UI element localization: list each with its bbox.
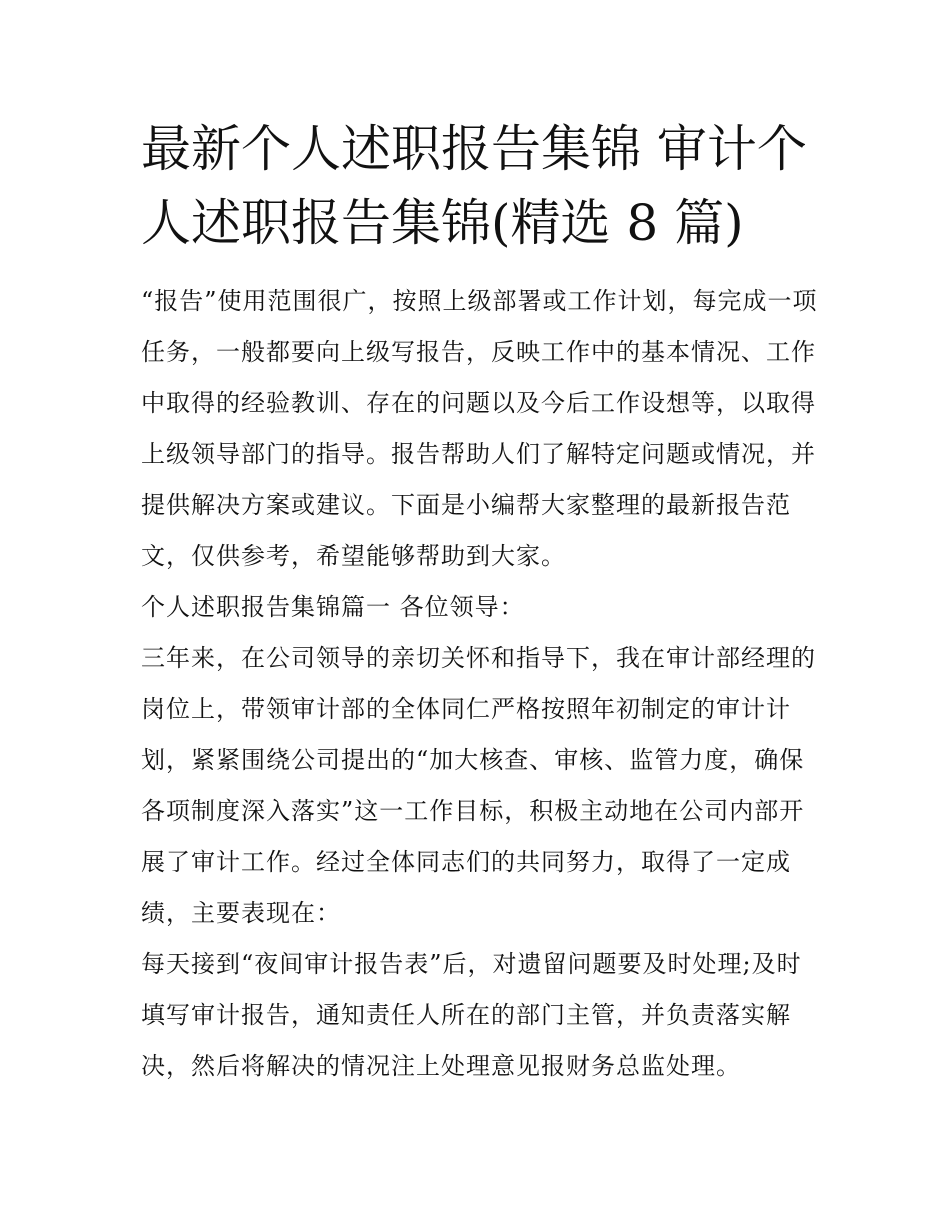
intro-paragraph: “报告”使用范围很广，按照上级部署或工作计划，每完成一项任务，一般都要向上级写报告，反映工作中的基本情况、工作中取得的经验教训、存在的问题以及今后工作设想等，以取得上级领导部门的指导。报告帮助人们了解特定问题或情况，并提供解决方案或建议。下面是小编帮大家整理的最新报告范文，仅供参考，希望能够帮助到大家。 <box>141 287 818 570</box>
section-heading-paragraph: 个人述职报告集锦篇一 各位领导： <box>141 593 525 621</box>
body-paragraph: 每天接到“夜间审计报告表”后，对遗留问题要及时处理;及时填写审计报告，通知责任人所在的部门主管，并负责落实解决，然后将解决的情况注上处理意见报财务总监处理。 <box>141 950 802 1080</box>
document-page <box>141 112 821 1092</box>
document-title: 最新个人述职报告集锦 审计个人述职报告集锦(精选 8 篇) <box>141 120 807 252</box>
body-paragraph: 三年来，在公司领导的亲切关怀和指导下，我在审计部经理的岗位上，带领审计部的全体同仁严格按照年初制定的审计计划，紧紧围绕公司提出的“加大核查、审核、监管力度，确保各项制度深入落实”这一工作目标，积极主动地在公司内部开展了审计工作。经过全体同志们的共同努力，取得了一定成绩，主要表现在： <box>141 644 816 927</box>
